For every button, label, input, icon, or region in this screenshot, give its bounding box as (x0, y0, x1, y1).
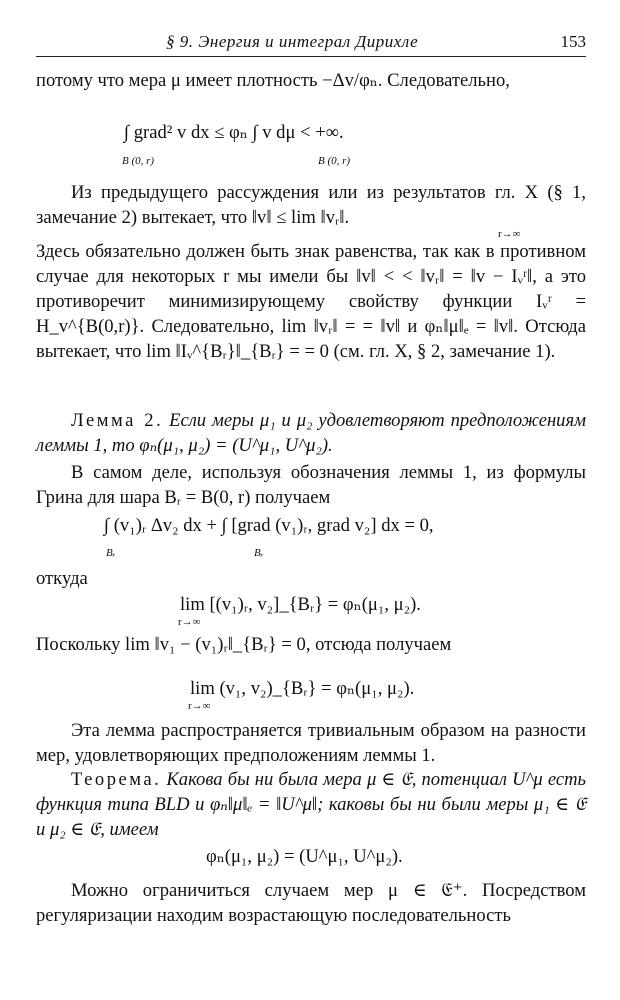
running-header (36, 30, 586, 57)
paragraph-6: Поскольку lim ‖v₁ − (v₁)ᵣ‖_{Bᵣ} = 0, отсюда получаем (36, 634, 452, 655)
formula-3: lim [(v₁)ᵣ, v₂]_{Bᵣ} = φₙ(μ₁, μ₂). (180, 594, 421, 615)
paragraph-7: Эта лемма распространяется тривиальным образом на разности мер, удовлетворяющих предположениям леммы 1. (36, 720, 586, 766)
theorem-text: Какова бы ни была мера μ ∈ 𝔈, потенциал U^μ есть функция типа BLD и φₙ‖μ‖ₑ = ‖U^μ‖; каковы бы ни были меры μ₁ ∈ 𝔈 и μ₂ ∈ 𝔈, имеем (36, 769, 586, 840)
formula-5: φₙ(μ₁, μ₂) = (U^μ₁, U^μ₂). (206, 846, 403, 867)
formula-4: lim (v₁, v₂)_{Bᵣ} = φₙ(μ₁, μ₂). (190, 678, 415, 699)
theorem (36, 767, 586, 842)
formula-1-sub-1: B (0, r) (122, 155, 155, 167)
paragraph-3: Здесь обязательно должен быть знак равенства, так как в противном случае для некоторых r мы имели бы ‖v‖ < < ‖vᵣ‖ = ‖v − Iᵥʳ‖, а это противоречит минимизирующему свойству функции Iᵥʳ = H_v^{B(0,r)}. Следовательно, lim ‖vᵣ‖ = = ‖v‖ и φₙ‖μ‖ₑ = ‖v‖. Отсюда вытекает, что lim ‖Iᵥ^{Bᵣ}‖_{Bᵣ} = = 0 (см. гл. X, § 2, замечание 1). (36, 241, 586, 362)
lemma-2 (36, 408, 586, 458)
running-title: § 9. Энергия и интеграл Дирихле (166, 32, 419, 51)
lim-subscript-1: r→∞ (498, 228, 521, 240)
formula-1: ∫ grad² v dx ≤ φₙ ∫ v dμ < +∞. (124, 122, 344, 143)
theorem-label: Теорема. (71, 769, 162, 790)
page-number: 153 (560, 32, 586, 51)
formula-2-sub-2: Bᵣ (254, 547, 264, 559)
formula-1-sub-2: B (0, r) (318, 155, 351, 167)
paragraph-1: потому что мера μ имеет плотность −Δv/φₙ. Следовательно, (36, 70, 510, 91)
paragraph-8: Можно ограничиться случаем мер μ ∈ 𝔈⁺. Посредством регуляризации находим возрастающую последовательность (36, 880, 586, 926)
paragraph-4: В самом деле, используя обозначения леммы 1, из формулы Грина для шара Bᵣ = B(0, r) получаем (36, 462, 586, 508)
lim-subscript-2: r→∞ (178, 616, 201, 628)
formula-2-sub-1: Bᵣ (106, 547, 116, 559)
paragraph-2: Из предыдущего рассуждения или из результатов гл. X (§ 1, замечание 2) вытекает, что ‖v‖ ≤ lim ‖vᵣ‖. (36, 182, 586, 228)
lim-subscript-3: r→∞ (188, 700, 211, 712)
formula-2: ∫ (v₁)ᵣ Δv₂ dx + ∫ [grad (v₁)ᵣ, grad v₂] dx = 0, (104, 515, 434, 536)
lemma-label: Лемма 2. (71, 410, 164, 431)
lemma-text: Если меры μ₁ и μ₂ удовлетворяют предположениям леммы 1, то φₙ(μ₁, μ₂) = (U^μ₁, U^μ₂). (36, 410, 586, 456)
paragraph-5: откуда (36, 568, 88, 589)
